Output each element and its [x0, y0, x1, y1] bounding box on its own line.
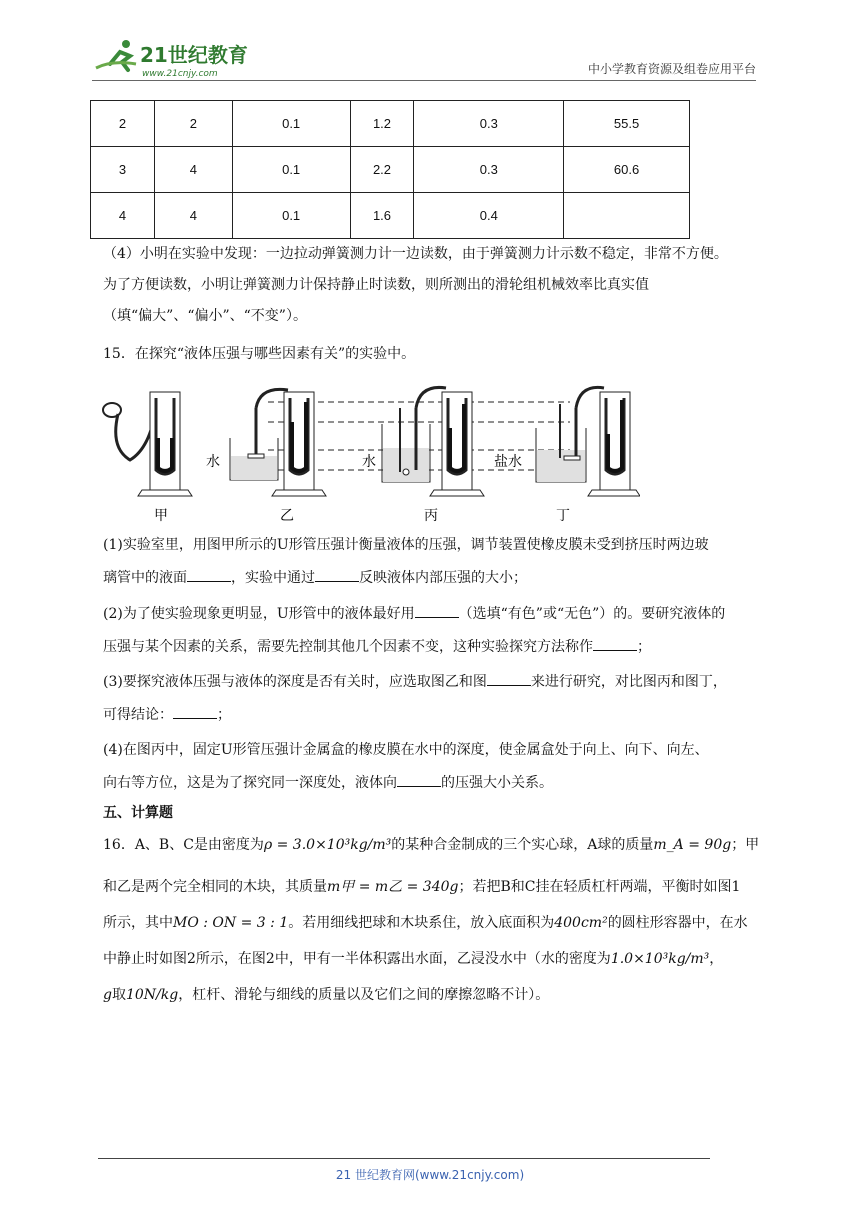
svg-text:www.21cnjy.com: www.21cnjy.com — [142, 69, 218, 79]
apparatus-jia — [103, 392, 192, 524]
answer-blank[interactable] — [593, 636, 637, 651]
table-cell: 2 — [91, 101, 155, 147]
table-row — [91, 101, 690, 147]
header-platform-text: 中小学教育资源及组卷应用平台 — [587, 62, 756, 76]
answer-blank[interactable] — [487, 671, 531, 686]
q16-text: 16．A、B、C是由密度为ρ = 3.0×10³kg/m³的某种合金制成的三个实心球，A球的质量m_A = 90g；甲 和乙是两个完全相同的木块，其质量m甲 = m乙 = 340g；若把B和C挂在轻质杠杆两端，平衡时如图1 所示，其中MO : ON = 3 : 1。若用细线把球和木块系住，放入底面积为400cm²的圆柱形容器中，在水 中静止时如图2所示，在图2中，甲有一半体积露出水面，乙浸没水中（水的密度为1.0×10³kg/m³， g取10N/kg，杠杆、滑轮与细线的质量以及它们之间的摩擦忽略不计）。 — [103, 837, 760, 1003]
experiment-data-table — [90, 100, 690, 239]
q15-part2: (2)为了使实验现象更明显，U形管中的液体最好用 （选填“有色”或“无色”）的。要研究液体的 压强与某个因素的关系，需要先控制其他几个因素不变，这种实验探究方法称作 ； — [103, 603, 763, 658]
apparatus-ding — [494, 387, 640, 524]
q15-part3: (3)要探究液体压强与液体的深度是否有关时，应选取图乙和图 来进行研究，对比图丙和图丁， 可得结论： ； — [103, 671, 763, 726]
svg-text:丙: 丙 — [424, 508, 438, 524]
table-cell: 0.1 — [232, 193, 350, 239]
q15-title: 15．在探究“液体压强与哪些因素有关”的实验中。 — [103, 346, 416, 362]
table-cell: 0.1 — [232, 101, 350, 147]
table-cell: 0.3 — [414, 147, 564, 193]
footer-divider — [98, 1158, 710, 1159]
answer-blank[interactable] — [187, 567, 231, 582]
table-cell: 4 — [154, 147, 232, 193]
table-row — [91, 147, 690, 193]
answer-blank[interactable] — [397, 772, 441, 787]
u-tube-figure — [100, 378, 640, 528]
header-divider — [92, 80, 756, 81]
table-cell: 2.2 — [350, 147, 414, 193]
table-cell: 55.5 — [564, 101, 690, 147]
table-cell: 1.6 — [350, 193, 414, 239]
footer-text: 21 世纪教育网(www.21cnjy.com) — [335, 1168, 525, 1182]
q15-part4: (4)在图丙中，固定U形管压强计金属盒的橡皮膜在水中的深度，使金属盒处于向上、向下、向左、 向右等方位，这是为了探究同一深度处，液体向 的压强大小关系。 — [103, 742, 709, 791]
table-cell: 4 — [154, 193, 232, 239]
table-cell: 0.3 — [414, 101, 564, 147]
runner-icon — [96, 40, 136, 70]
table-cell: 3 — [91, 147, 155, 193]
svg-text:水: 水 — [206, 454, 220, 470]
svg-text:丁: 丁 — [556, 508, 570, 524]
table-cell: 0.1 — [232, 147, 350, 193]
apparatus-bing — [362, 387, 484, 524]
svg-text:乙: 乙 — [280, 508, 294, 524]
answer-blank[interactable] — [315, 567, 359, 582]
table-cell: 1.2 — [350, 101, 414, 147]
answer-blank[interactable] — [415, 603, 459, 618]
table-cell: 0.4 — [414, 193, 564, 239]
q14-part4: （4）小明在实验中发现：一边拉动弹簧测力计一边读数，由于弹簧测力计示数不稳定，非常不方便。 为了方便读数，小明让弹簧测力计保持静止时读数，则所测出的滑轮组机械效率比真实值 （填“偏大”、“偏小”、“不变”）。 — [103, 246, 728, 324]
table-cell: 4 — [91, 193, 155, 239]
table-cell: 60.6 — [564, 147, 690, 193]
svg-text:盐水: 盐水 — [494, 454, 522, 470]
svg-text:水: 水 — [362, 454, 376, 470]
table-row — [91, 193, 690, 239]
answer-blank[interactable] — [173, 704, 217, 719]
q15-part1: (1)实验室里，用图甲所示的U形管压强计衡量液体的压强，调节装置使橡皮膜未受到挤压时两边玻 璃管中的液面 ，实验中通过 反映液体内部压强的大小； — [103, 537, 709, 586]
apparatus-yi — [206, 389, 326, 524]
table-cell — [564, 193, 690, 239]
table-cell: 2 — [154, 101, 232, 147]
svg-text:21世纪教育: 21世纪教育 — [140, 43, 248, 67]
svg-text:甲: 甲 — [154, 508, 168, 524]
section-title: 五、计算题 — [103, 805, 173, 821]
site-logo — [92, 34, 262, 82]
